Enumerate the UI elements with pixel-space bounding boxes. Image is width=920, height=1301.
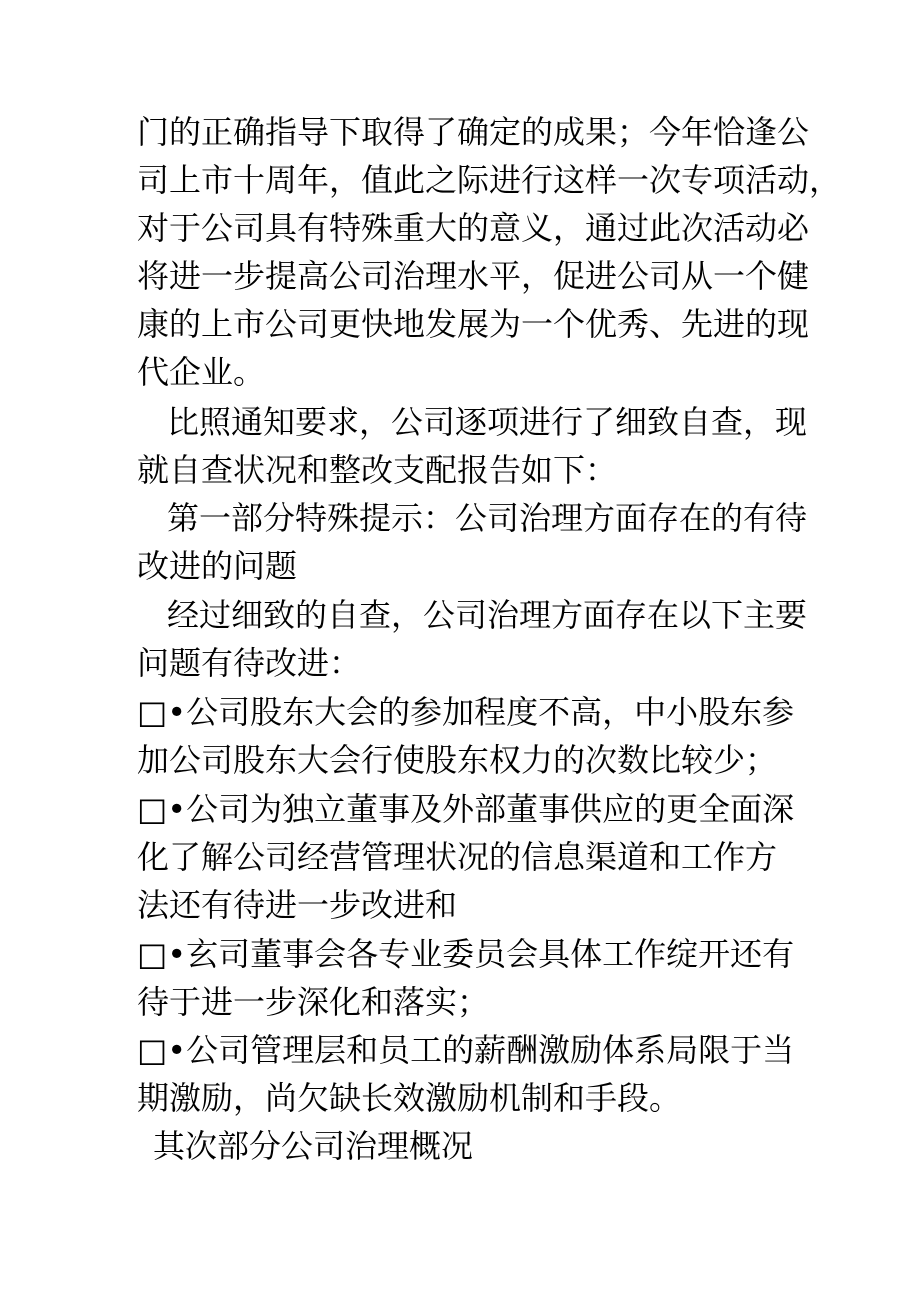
paragraph-line-8: 就自查状况和整改支配报告如下： [137, 451, 618, 489]
section-heading-part-two: 其次部分公司治理概况 [153, 1127, 474, 1165]
list-item-4: □•公司管理层和员工的薪酬激励体系局限于当 [137, 1031, 795, 1069]
paragraph-line-3: 对于公司具有特殊重大的意义，通过此次活动必 [137, 209, 810, 247]
section-heading-part-one: 第一部分特殊提示：公司治理方面存在的有待 [167, 499, 808, 537]
paragraph-line-6: 代企业。 [137, 353, 266, 391]
paragraph-line-4: 将进一步提高公司治理水平，促进公司从一个健 [137, 257, 810, 295]
paragraph-line-11: 经过细致的自查，公司治理方面存在以下主要 [167, 596, 808, 634]
list-item-2-cont-1: 化了解公司经营管理状况的信息渠道和工作方 [137, 838, 778, 876]
paragraph-line-1: 门的正确指导下取得了确定的成果；今年恰逢公 [137, 113, 810, 151]
paragraph-line-12: 问题有待改进： [137, 644, 362, 682]
list-item-4-cont: 期激励，尚欠缺长效激励机制和手段。 [137, 1079, 682, 1117]
paragraph-line-5: 康的上市公司更快地发展为一个优秀、先进的现 [137, 305, 810, 343]
list-item-3-cont: 待于进一步深化和落实； [137, 983, 490, 1021]
paragraph-line-2: 司上市十周年，值此之际进行这样一次专项活动， [137, 161, 842, 199]
list-item-3: □•玄司董事会各专业委员会具体工作绽开还有 [137, 935, 795, 973]
section-heading-part-one-cont: 改进的问题 [137, 547, 298, 585]
list-item-2-cont-2: 法还有待进一步改进和 [137, 886, 458, 924]
list-item-1: □•公司股东大会的参加程度不高，中小股东参 [137, 693, 795, 731]
paragraph-line-7: 比照通知要求，公司逐项进行了细致自查，现 [167, 403, 808, 441]
list-item-2: □•公司为独立董事及外部董事供应的更全面深 [137, 790, 795, 828]
list-item-1-cont: 加公司股东大会行使股东权力的次数比较少； [137, 741, 778, 779]
